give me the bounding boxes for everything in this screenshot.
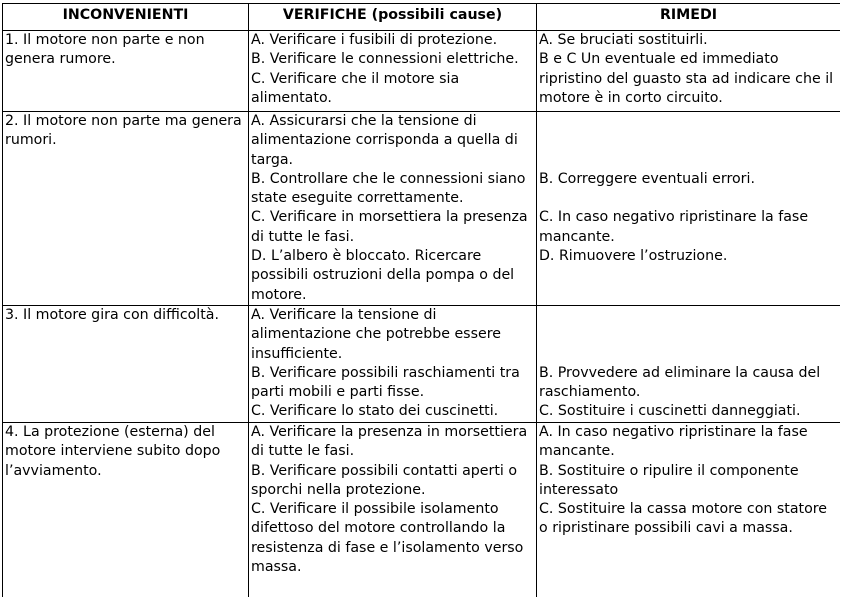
- problem-line: 2. Il motore non parte ma genera: [5, 113, 242, 129]
- table-row: [3, 31, 841, 112]
- header-inconvenienti: INCONVENIENTI: [3, 4, 249, 31]
- check-line: C. Verificare in morsettiera la presenza: [251, 209, 528, 226]
- remedy-line: D. Rimuovere l’ostruzione.: [539, 248, 728, 265]
- check-line: targa.: [251, 151, 294, 168]
- problem-line: 3. Il motore gira con difficoltà.: [5, 307, 220, 323]
- problem-line: motore interviene subito dopo: [5, 443, 221, 460]
- check-line: alimentato.: [251, 89, 332, 106]
- check-line: B. Verificare possibili contatti aperti o: [251, 462, 518, 479]
- check-line: motore.: [251, 286, 307, 303]
- check-line: sporchi nella protezione.: [251, 481, 426, 498]
- check-line: resistenza di fase e l’isolamento verso: [251, 539, 524, 556]
- problem-line: l’avviamento.: [5, 462, 102, 479]
- header-verifiche: VERIFICHE (possibili cause): [249, 4, 537, 31]
- checks-cell: [249, 306, 537, 423]
- check-line: C. Verificare che il motore sia: [251, 70, 460, 87]
- remedy-line: ripristino del guasto sta ad indicare che il: [539, 70, 834, 87]
- remedy-spacer: [539, 325, 840, 344]
- remedies-cell: [537, 306, 841, 423]
- remedy-spacer: [539, 306, 840, 325]
- problem-line: rumori.: [5, 132, 57, 149]
- remedy-line: C. Sostituire i cuscinetti danneggiati.: [539, 403, 801, 420]
- check-line: A. Verificare la tensione di: [251, 307, 437, 323]
- check-line: alimentazione corrisponda a quella di: [251, 132, 518, 149]
- problem-cell: [3, 306, 249, 423]
- remedy-spacer: [539, 131, 840, 150]
- check-line: B. Verificare possibili raschiamenti tra: [251, 364, 520, 381]
- troubleshooting-table-frame: [2, 3, 840, 597]
- remedies-cell: [537, 31, 841, 112]
- check-line: A. Verificare i fusibili di protezione.: [251, 32, 498, 48]
- checks-cell: [249, 31, 537, 112]
- remedy-line: B. Provvedere ad eliminare la causa del: [539, 364, 821, 381]
- troubleshooting-table: [2, 3, 840, 597]
- remedy-spacer: [539, 151, 840, 170]
- check-line: A. Assicurarsi che la tensione di: [251, 113, 477, 129]
- problem-cell: [3, 423, 249, 597]
- remedy-line: B. Correggere eventuali errori.: [539, 170, 755, 187]
- remedy-line: A. In caso negativo ripristinare la fase: [539, 424, 808, 440]
- remedy-line: B. Sostituire o ripulire il componente: [539, 462, 799, 479]
- remedy-line: mancante.: [539, 443, 615, 460]
- check-line: C. Verificare lo stato dei cuscinetti.: [251, 403, 499, 420]
- check-line: di tutte le fasi.: [251, 443, 355, 460]
- check-line: A. Verificare la presenza in morsettiera: [251, 424, 528, 440]
- problem-line: 1. Il motore non parte e non: [5, 32, 205, 48]
- check-line: B. Verificare le connessioni elettriche.: [251, 51, 519, 68]
- check-line: state eseguite correttamente.: [251, 190, 464, 207]
- remedy-line: interessato: [539, 481, 619, 498]
- problem-cell: [3, 112, 249, 306]
- remedy-line: C. Sostituire la cassa motore con statore: [539, 501, 828, 518]
- remedy-line: A. Se bruciati sostituirli.: [539, 32, 708, 48]
- header-rimedi: RIMEDI: [537, 4, 841, 31]
- remedies-cell: [537, 112, 841, 306]
- table-row: [3, 306, 841, 423]
- table-row: [3, 423, 841, 597]
- problem-cell: [3, 31, 249, 112]
- remedy-line: B e C Un eventuale ed immediato: [539, 51, 779, 68]
- remedy-line: raschiamento.: [539, 384, 641, 401]
- check-line: C. Verificare il possibile isolamento: [251, 501, 499, 518]
- table-header-row: [3, 4, 841, 31]
- check-line: difettoso del motore controllando la: [251, 520, 506, 537]
- check-line: alimentazione che potrebbe essere: [251, 326, 501, 343]
- remedy-spacer: [539, 189, 840, 208]
- problem-line: 4. La protezione (esterna) del: [5, 424, 215, 440]
- check-line: parti mobili e parti fisse.: [251, 384, 425, 401]
- remedy-line: mancante.: [539, 228, 615, 245]
- remedy-line: motore è in corto circuito.: [539, 89, 723, 106]
- check-line: B. Controllare che le connessioni siano: [251, 170, 526, 187]
- remedies-cell: [537, 423, 841, 597]
- check-line: possibili ostruzioni della pompa o del: [251, 267, 515, 284]
- check-line: di tutte le fasi.: [251, 228, 355, 245]
- table-row: [3, 112, 841, 306]
- remedy-line: C. In caso negativo ripristinare la fase: [539, 209, 809, 226]
- problem-line: genera rumore.: [5, 51, 116, 68]
- checks-cell: [249, 423, 537, 597]
- remedy-spacer: [539, 112, 840, 131]
- check-line: insufficiente.: [251, 345, 343, 362]
- remedy-line: o ripristinare possibili cavi a massa.: [539, 520, 793, 537]
- check-line: massa.: [251, 559, 302, 576]
- remedy-spacer: [539, 345, 840, 364]
- checks-cell: [249, 112, 537, 306]
- check-line: D. L’albero è bloccato. Ricercare: [251, 248, 482, 265]
